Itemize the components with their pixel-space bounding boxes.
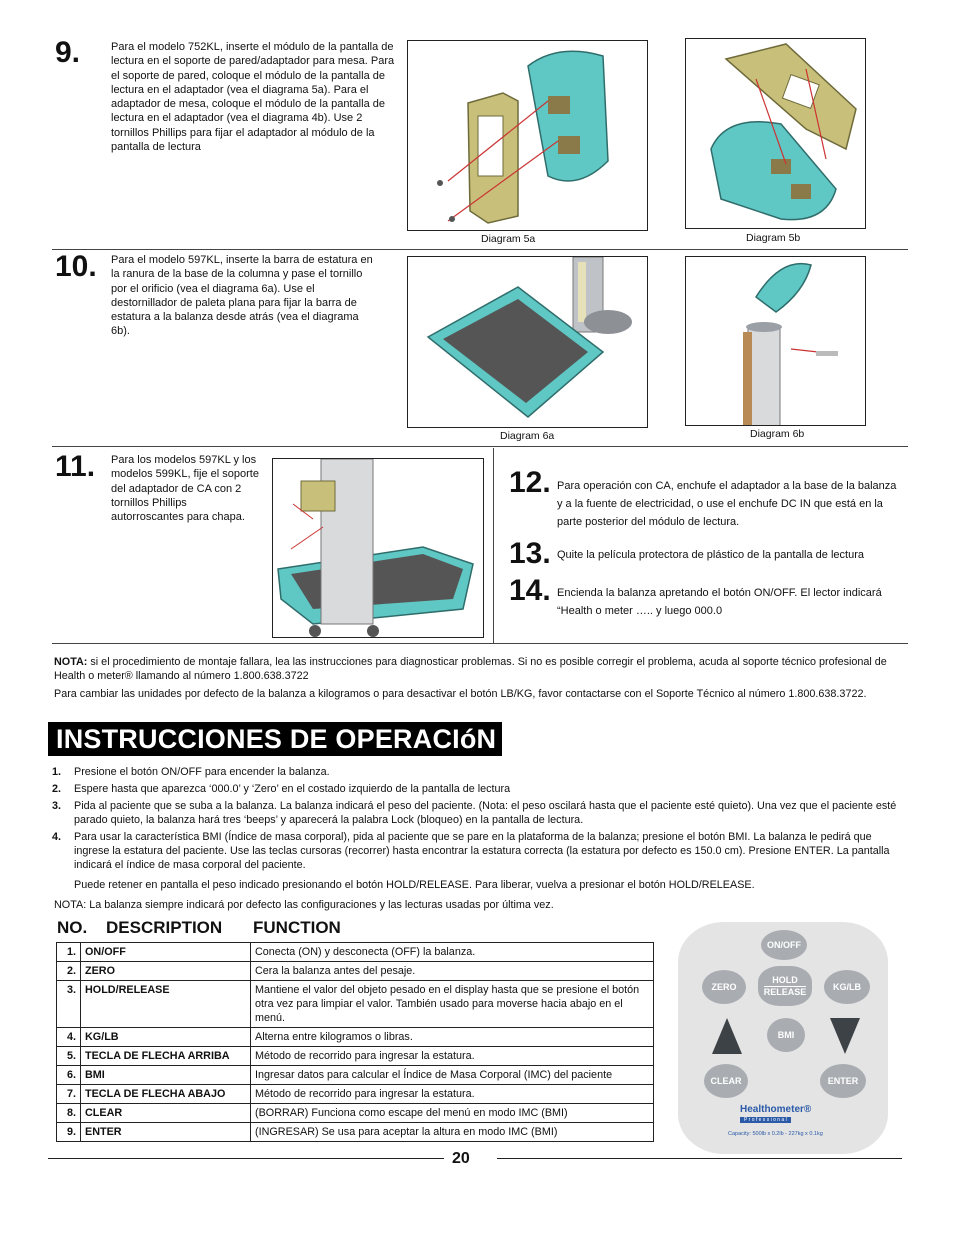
function-table <box>56 942 654 1142</box>
footer-line-right <box>497 1158 902 1159</box>
assembly-note <box>54 655 904 683</box>
caption-diagram-5a: Diagram 5a <box>481 233 536 245</box>
step-10-number: 10. <box>55 250 97 283</box>
step-12-number: 12. <box>509 466 551 499</box>
table-row: 3. HOLD/RELEASE Mantiene el valor del objeto pesado en el display hasta que se presione el botón otra vez para limpiar el valor. También usado para moverse hacia abajo en el menú. <box>57 981 654 1028</box>
table-row: 7. TECLA DE FLECHA ABAJO Método de recorrido para ingresar la estatura. <box>57 1085 654 1104</box>
defaults-note: NOTA: La balanza siempre indicará por defecto las configuraciones y las lecturas usadas por última vez. <box>54 899 554 911</box>
table-row: 5. TECLA DE FLECHA ARRIBA Método de recorrido para ingresar la estatura. <box>57 1047 654 1066</box>
step-13-number: 13. <box>509 537 551 570</box>
list-item: 3. Pida al paciente que se suba a la balanza. La balanza indicará el peso del paciente. (Nota: el peso oscilará hasta que el paciente esté quieto). Una vez que el paciente esté parado quieto, la balanza hará tres ‘beeps’ y aparecerá la palabra Lock (bloqueo) en la pantalla de lectura. <box>52 800 897 826</box>
diagram-5a <box>407 40 648 231</box>
header-no: NO. <box>57 918 88 937</box>
caption-diagram-6b: Diagram 6b <box>750 428 805 440</box>
bmi-key: BMI <box>767 1018 805 1052</box>
divider <box>493 448 494 644</box>
hold-label: HOLD <box>772 974 798 985</box>
hold-instruction: Puede retener en pantalla el peso indicado presionando el botón HOLD/RELEASE. Para liberar, vuelva a presionar el botón HOLD/RELEASE. <box>74 879 755 891</box>
arrow-down-icon <box>828 1016 862 1056</box>
note-text: si el procedimiento de montaje fallara, lea las instrucciones para diagnosticar problemas. Si no es posible corregir el problema, acuda al soporte técnico profesional de Health o meter® llamando al número 1.800.638.3722 <box>54 656 887 682</box>
diagram-6a <box>407 256 648 428</box>
hold-release-key <box>758 966 812 1006</box>
list-item: 1. Presione el botón ON/OFF para encender la balanza. <box>52 766 330 778</box>
table-row: 2. ZERO Cera la balanza antes del pesaje. <box>57 962 654 981</box>
units-note: Para cambiar las unidades por defecto de la balanza a kilogramos o para desactivar el botón LB/KG, favor contactarse con el Soporte Técnico al número 1.800.638.3722. <box>54 688 867 700</box>
footer-line-left <box>48 1158 444 1159</box>
arrow-up-icon <box>710 1016 744 1056</box>
list-item: 2. Espere hasta que aparezca ‘000.0’ y ‘Zero’ en el costado izquierdo de la pantalla de lectura <box>52 783 511 795</box>
kglb-key: KG/LB <box>824 970 870 1004</box>
clear-key: CLEAR <box>704 1064 748 1098</box>
table-row: 8. CLEAR (BORRAR) Funciona como escape del menú en modo IMC (BMI) <box>57 1104 654 1123</box>
table-row: 6. BMI Ingresar datos para calcular el Índice de Masa Corporal (IMC) del paciente <box>57 1066 654 1085</box>
zero-key: ZERO <box>702 970 746 1004</box>
diagram-adapter-bracket <box>272 458 484 638</box>
divider <box>52 643 908 644</box>
diagram-5b <box>685 38 866 229</box>
table-row: 9. ENTER (INGRESAR) Se usa para aceptar la altura en modo IMC (BMI) <box>57 1123 654 1142</box>
step-9-text: Para el modelo 752KL, inserte el módulo de la pantalla de lectura en el soporte de pared/adaptador para mesa. Para el soporte de pared, coloque el módulo de la pantalla de lectura en el adaptador (vea el diagrama 5a). Para el adaptador de mesa, coloque el módulo de la pantalla de lectura en el adaptador (vea el diagrama 4b). Use 2 tornillos Phillips para fijar el adaptador al módulo de la pantalla de lectura <box>111 41 395 154</box>
caption-diagram-6a: Diagram 6a <box>500 430 555 442</box>
brand-logo: Healthometer® <box>740 1104 812 1115</box>
header-description: DESCRIPTION <box>106 918 223 937</box>
step-12-text: Para operación con CA, enchufe el adaptador a la base de la balanza y a la fuente de electricidad, o use el enchufe DC IN que está en la parte posterior del módulo de lectura. <box>557 480 897 528</box>
keypad-illustration <box>678 922 888 1154</box>
step-9-number: 9. <box>55 36 81 69</box>
enter-key: ENTER <box>820 1064 866 1098</box>
divider <box>52 446 908 447</box>
capacity-label: Capacity: 500lb x 0.2lb - 227kg x 0.1kg <box>728 1131 823 1137</box>
step-14-text: Encienda la balanza apretando el botón ON/OFF. El lector indicará “Health o meter ….. y luego 000.0 <box>557 587 882 617</box>
section-title: INSTRUCCIONES DE OPERACIóN <box>48 722 502 756</box>
header-function: FUNCTION <box>253 918 341 937</box>
table-row: 4. KG/LB Alterna entre kilogramos o libras. <box>57 1028 654 1047</box>
release-label: RELEASE <box>763 986 807 997</box>
brand-subtitle: P r o f e s s i o n a l <box>740 1117 791 1123</box>
step-14-number: 14. <box>509 574 551 607</box>
diagram-6b <box>685 256 866 426</box>
note-label: NOTA: <box>54 656 88 668</box>
step-13-text: Quite la película protectora de plástico de la pantalla de lectura <box>557 549 864 561</box>
step-11-text: Para los modelos 597KL y los modelos 599KL, fije el soporte del adaptador de CA con 2 tornillos Phillips autorroscantes para chapa. <box>111 454 259 524</box>
divider <box>52 249 908 250</box>
step-11-number: 11. <box>55 450 96 483</box>
step-10-text: Para el modelo 597KL, inserte la barra de estatura en la ranura de la base de la columna y pase el tornillo por el orificio (vea el diagrama 6a). Use el destornillador de paleta plana para fijar la barra de estatura a la balanza desde atrás (vea el diagrama 6b). <box>111 254 373 338</box>
table-row: 1. ON/OFF Conecta (ON) y desconecta (OFF) la balanza. <box>57 943 654 962</box>
operation-steps <box>52 765 900 875</box>
list-item: 4. Para usar la característica BMI (Índice de masa corporal), pida al paciente que se pare en la plataforma de la balanza; presione el botón BMI. La balanza le pedirá que ingrese la estatura del paciente. Use las teclas cursoras (recorrer) hasta encontrar la estatura correcta (la estatura por defecto es 150.0 cm). Presione ENTER. La pantalla indicará el índice de masa corporal del paciente. <box>52 831 890 871</box>
onoff-key: ON/OFF <box>761 930 807 960</box>
page-number: 20 <box>452 1150 470 1167</box>
caption-diagram-5b: Diagram 5b <box>746 232 801 244</box>
